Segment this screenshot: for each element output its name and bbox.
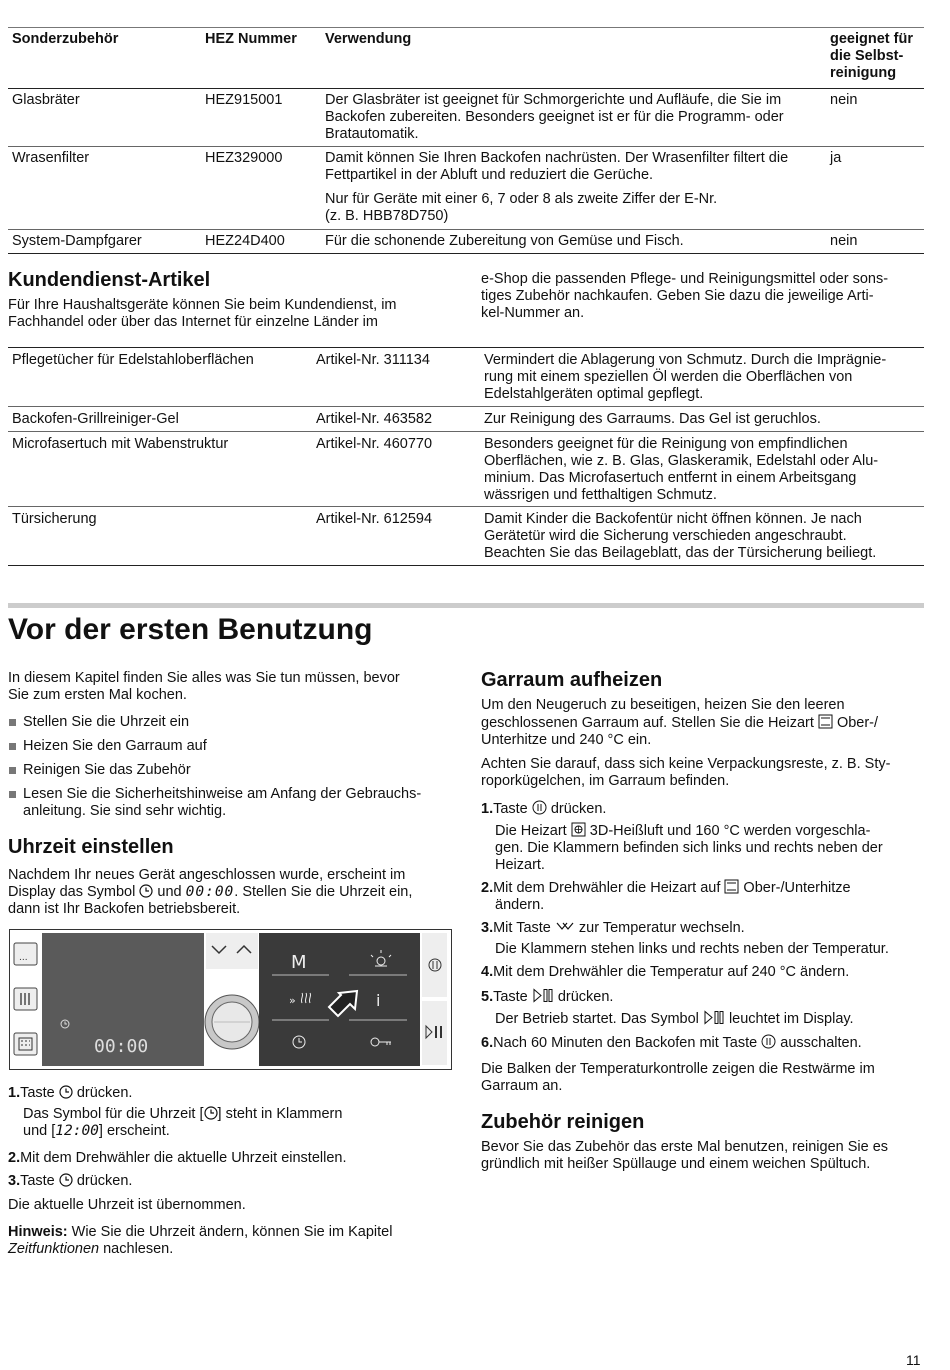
accessory-use-note: Nur für Geräte mit einer 6, 7 oder 8 als zweite Ziffer der E-Nr. (z. B. HBB78D750)	[325, 191, 718, 224]
garraum-step-1: 1.Taste drücken. Die Heizart 3D-Heißluft und 160 °C werden vorgeschla- gen. Die Klammern befinden sich links und rechts neben der Heizart.	[481, 801, 883, 873]
bullet-marker	[9, 791, 16, 798]
article-table-top-rule	[8, 347, 924, 348]
uhrzeit-step-1: 1.Taste drücken. Das Symbol für die Uhrzeit [ ] steht in Klammern und [12:00] erscheint.	[8, 1085, 343, 1139]
table-bottom-rule	[8, 253, 924, 254]
uhrzeit-step-2: 2.Mit dem Drehwähler die aktuelle Uhrzeit einstellen.	[8, 1150, 347, 1166]
page-number: 11	[906, 1352, 921, 1368]
table-header-accessory: Sonderzubehör	[12, 31, 119, 47]
grid-button-icon	[14, 1033, 37, 1055]
garraum-heading: Garraum aufheizen	[481, 669, 663, 691]
article-desc: Besonders geeignet für die Reinigung von empfindlichen Oberflächen, wie z. B. Glas, Glaskeramik, Edelstahl oder Alu- minium. Das Microfasertuch entfernt in einem Arbeitsgang wässrigen und fetthaltigen Schmutz.	[484, 436, 879, 503]
article-name: Türsicherung	[12, 511, 97, 527]
section-bar	[8, 603, 924, 608]
uhrzeit-paragraph: Nachdem Ihr neues Gerät angeschlossen wurde, erscheint im Display das Symbol und 00:00. Stellen Sie die Uhrzeit ein, dann ist Ihr Backofen betriebsbereit.	[8, 867, 413, 917]
power-icon	[761, 1034, 776, 1049]
row-divider	[8, 406, 924, 407]
arrow-keys	[206, 933, 258, 969]
clock-icon	[59, 1173, 73, 1187]
hez-number: HEZ915001	[205, 92, 283, 108]
article-table-bottom-rule	[8, 565, 924, 566]
top-bottom-heat-icon	[724, 879, 739, 894]
bullet-marker	[9, 719, 16, 726]
digit-display-text: 12:00	[55, 1123, 99, 1139]
uhrzeit-step-3: 3.Taste drücken.	[8, 1173, 133, 1189]
digit-display-text: 00:00	[185, 884, 235, 900]
svg-text:»: »	[289, 994, 296, 1007]
article-name: Pflegetücher für Edelstahloberflächen	[12, 352, 254, 368]
article-number: Artikel-Nr. 460770	[316, 436, 433, 452]
list-item: Stellen Sie die Uhrzeit ein	[23, 714, 190, 730]
section-intro: In diesem Kapitel finden Sie alles was Sie tun müssen, bevor Sie zum ersten Mal kochen.	[8, 670, 400, 703]
garraum-step-2: 2.Mit dem Drehwähler die Heizart auf Ober-/Unterhitze ändern.	[481, 880, 851, 913]
garraum-step-4: 4.Mit dem Drehwähler die Temperatur auf 240 °C ändern.	[481, 964, 850, 980]
garraum-final-note: Die Balken der Temperaturkontrolle zeigen die Restwärme im Garraum an.	[481, 1061, 875, 1094]
table-top-rule	[8, 27, 924, 28]
self-cleaning-value: ja	[830, 150, 842, 166]
onoff-key	[422, 933, 447, 997]
article-number: Artikel-Nr. 612594	[316, 511, 433, 527]
accessory-use: Damit können Sie Ihren Backofen nachrüsten. Der Wrasenfilter filtert die Fettpartikel in der Abluft und reduziert die Gerüche.	[325, 150, 789, 183]
accessory-use: Für die schonende Zubereitung von Gemüse und Fisch.	[325, 233, 684, 249]
article-name: Backofen-Grillreiniger-Gel	[12, 411, 179, 427]
garraum-note: Achten Sie darauf, dass sich keine Verpackungsreste, z. B. Sty- roporkügelchen, im Garraum befinden.	[481, 756, 891, 789]
accessory-name: Glasbräter	[12, 92, 80, 108]
article-name: Microfasertuch mit Wabenstruktur	[12, 436, 229, 452]
self-cleaning-value: nein	[830, 92, 858, 108]
double-chevron-down-icon	[555, 920, 575, 934]
section-title: Vor der ersten Benutzung	[8, 613, 373, 646]
article-desc: Zur Reinigung des Garraums. Das Gel ist geruchlos.	[484, 411, 821, 427]
clock-icon	[59, 1085, 73, 1099]
hez-number: HEZ24D400	[205, 233, 285, 249]
garraum-step-5: 5.Taste drücken. Der Betrieb startet. Das Symbol leuchtet im Display.	[481, 989, 854, 1027]
svg-text:...: ...	[19, 953, 28, 963]
kundendienst-text-right: e-Shop die passenden Pflege- und Reinigungsmittel oder sons- tiges Zubehör nachkaufen. Geben Sie dazu die jeweilige Arti- kel-Nummer an.	[481, 271, 889, 321]
table-header-rule	[8, 88, 924, 89]
garraum-step-6: 6.Nach 60 Minuten den Backofen mit Taste ausschalten.	[481, 1035, 862, 1051]
row-divider	[8, 506, 924, 507]
article-number: Artikel-Nr. 311134	[316, 352, 430, 368]
zubehoer-paragraph: Bevor Sie das Zubehör das erste Mal benutzen, reinigen Sie es gründlich mit heißer Spüllauge und einem weichen Spültuch.	[481, 1139, 889, 1172]
garraum-paragraph: Um den Neugeruch zu beseitigen, heizen Sie den leeren geschlossenen Garraum auf. Stellen Sie die Heizart Ober-/ Unterhitze und 240 °C ein.	[481, 697, 879, 748]
table-header-use: Verwendung	[325, 31, 412, 47]
top-bottom-heat-icon	[818, 714, 833, 729]
kundendienst-text-left: Für Ihre Haushaltsgeräte können Sie beim Kundendienst, im Fachhandel oder über das Internet für einzelne Länder im	[8, 297, 397, 330]
table-header-hez: HEZ Nummer	[205, 31, 297, 47]
row-divider	[8, 146, 924, 147]
kundendienst-heading: Kundendienst-Artikel	[8, 269, 211, 291]
accessory-name: Wrasenfilter	[12, 150, 90, 166]
list-item: Heizen Sie den Garraum auf	[23, 738, 207, 754]
svg-text:M: M	[291, 952, 307, 973]
list-item: Reinigen Sie das Zubehör	[23, 762, 191, 778]
hez-number: HEZ329000	[205, 150, 283, 166]
table-header-self-cleaning: geeignet für die Selbst- reinigung	[830, 31, 913, 81]
accessory-name: System-Dampfgarer	[12, 233, 142, 249]
uhrzeit-heading: Uhrzeit einstellen	[8, 836, 174, 858]
uhrzeit-hint: Hinweis: Wie Sie die Uhrzeit ändern, können Sie im Kapitel Zeitfunktionen nachlesen.	[8, 1224, 393, 1257]
self-cleaning-value: nein	[830, 233, 858, 249]
zubehoer-heading: Zubehör reinigen	[481, 1111, 645, 1133]
article-desc: Vermindert die Ablagerung von Schmutz. Durch die Imprägnie- rung mit einem speziellen Öl werden die Oberflächen von Edelstahlgeräten optimal gepflegt.	[484, 352, 887, 402]
hot-air-icon	[571, 822, 586, 837]
uhrzeit-result: Die aktuelle Uhrzeit ist übernommen.	[8, 1197, 246, 1213]
power-icon	[532, 800, 547, 815]
row-divider	[8, 431, 924, 432]
control-panel-illustration	[9, 929, 452, 1070]
bullet-marker	[9, 743, 16, 750]
article-desc: Damit Kinder die Backofentür nicht öffnen können. Je nach Gerätetür wird die Sicherung verschieden angeschraubt. Beachten Sie das Beilageblatt, das der Türsicherung beiliegt.	[484, 511, 877, 561]
garraum-step-3: 3.Mit Taste zur Temperatur wechseln. Die Klammern stehen links und rechts neben der Temperatur.	[481, 920, 889, 957]
bullet-marker	[9, 767, 16, 774]
clock-icon	[204, 1106, 218, 1120]
start-stop-icon	[703, 1010, 725, 1025]
article-number: Artikel-Nr. 463582	[316, 411, 433, 427]
accessory-use: Der Glasbräter ist geeignet für Schmorgerichte und Aufläufe, die Sie im Backofen zubereiten. Besonders geeignet ist er für die Programm- oder Bratautomatik.	[325, 92, 784, 142]
list-item: Lesen Sie die Sicherheitshinweise am Anfang der Gebrauchs- anleitung. Sie sind sehr wichtig.	[23, 786, 422, 819]
svg-text:i: i	[376, 991, 381, 1010]
row-divider	[8, 229, 924, 230]
start-stop-icon	[532, 988, 554, 1003]
clock-icon	[139, 884, 153, 898]
display-time: 00:00	[94, 1036, 149, 1057]
